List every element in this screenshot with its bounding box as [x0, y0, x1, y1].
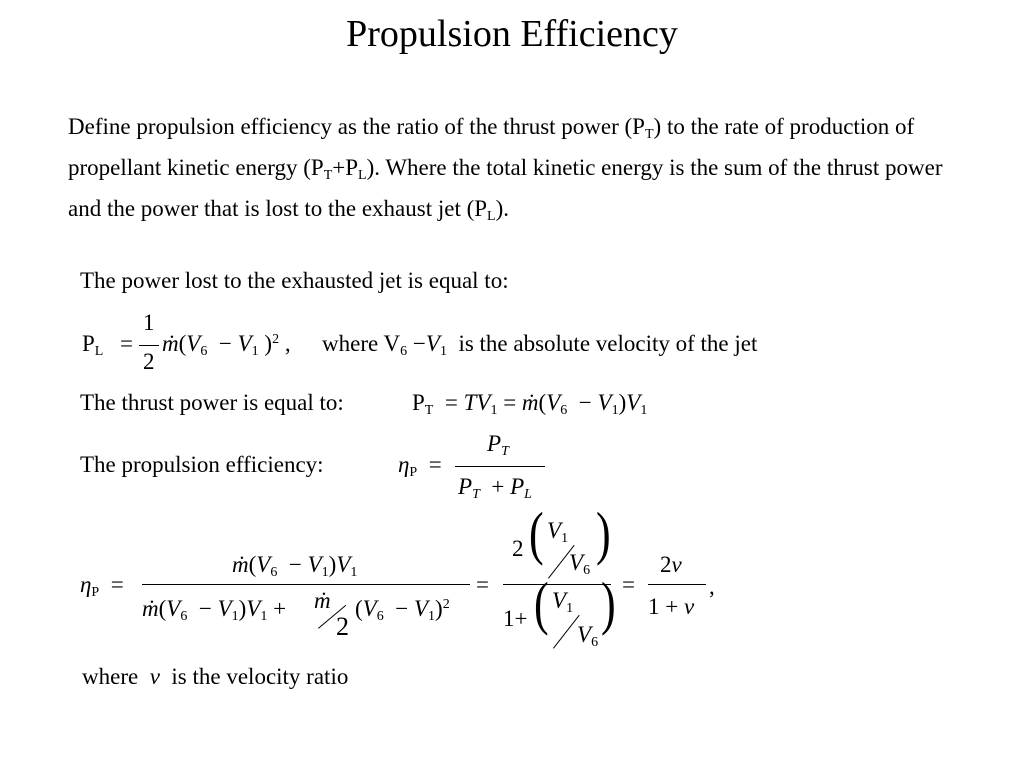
intro-paragraph: Define propulsion efficiency as the ratio of the thrust power $(P_T)$ to the rate of production of propellant kinetic energy $(P_T+P_L)$. Where the total kinetic energy is the sum of the thrust power and the power that is lost to the exhaust jet $(P_L)$.: [68, 114, 943, 224]
eta-fraction-bar: [455, 466, 545, 467]
mid-fraction-bar: [503, 584, 611, 585]
mdot-half-numerator: ṁ: [314, 588, 331, 613]
mid-den-slash: [553, 615, 580, 649]
mid-num-paren-left: (: [529, 500, 544, 567]
pl-half-denominator: 2: [143, 349, 155, 374]
derivation-denominator-right: $(V_6 - V_1)^2$: [355, 596, 450, 624]
slide-title: Propulsion Efficiency: [346, 13, 678, 55]
eta-symbol: $\eta_P$ =: [398, 452, 442, 480]
eta-denominator: $P_T + P_L$: [458, 474, 532, 502]
trailing-comma: ,: [709, 574, 715, 599]
mid-num-two: 2: [512, 536, 524, 561]
mid-den-one-plus: 1+: [503, 606, 528, 631]
equals-2: =: [476, 572, 489, 597]
mid-num-v1: $V_1$: [547, 518, 569, 546]
mid-den-paren-right: ): [601, 570, 616, 637]
right-denominator: 1 + ν: [648, 594, 695, 619]
efficiency-label: The propulsion efficiency:: [80, 452, 324, 477]
power-lost-label: The power lost to the exhausted jet is equal to:: [80, 268, 509, 293]
pl-expression: $ṁ(V_6 - V_1$ )$^2$ ,: [162, 331, 291, 359]
pl-half-numerator: 1: [143, 310, 155, 335]
right-fraction-bar: [648, 584, 706, 585]
mid-den-v6: $V_6$: [577, 622, 599, 650]
pl-symbol: $P_L$: [82, 331, 104, 359]
mdot-half-denominator: 2: [336, 612, 349, 641]
eta-numerator: $P_T$: [487, 431, 509, 459]
pl-half-bar: [139, 345, 159, 346]
mid-den-v1: $V_1$: [552, 588, 574, 616]
mid-den-paren-left: (: [534, 570, 549, 637]
thrust-power-equation: $P_T = TV_1$ = $ṁ(V_6 - V_1)V_1$: [412, 390, 648, 418]
mid-num-paren-right: ): [596, 500, 611, 567]
pl-equals: =: [120, 331, 133, 356]
right-numerator: 2ν: [660, 552, 682, 577]
mid-num-v6: $V_6$: [569, 550, 591, 578]
velocity-ratio-note: where ν is the velocity ratio: [82, 664, 349, 689]
derivation-denominator-left: $ṁ(V_6 - V_1)V_1$ +: [142, 596, 287, 624]
jet-velocity-note: where $V_6 -V_1$ is the absolute velocity of the jet: [322, 331, 758, 359]
eta-big-symbol: $\eta_P$ =: [80, 572, 124, 600]
derivation-fraction-bar: [142, 584, 470, 585]
derivation-numerator: $ṁ(V_6 - V_1)V_1$: [232, 552, 358, 580]
equals-3: =: [622, 572, 635, 597]
thrust-power-label: The thrust power is equal to:: [80, 390, 344, 415]
